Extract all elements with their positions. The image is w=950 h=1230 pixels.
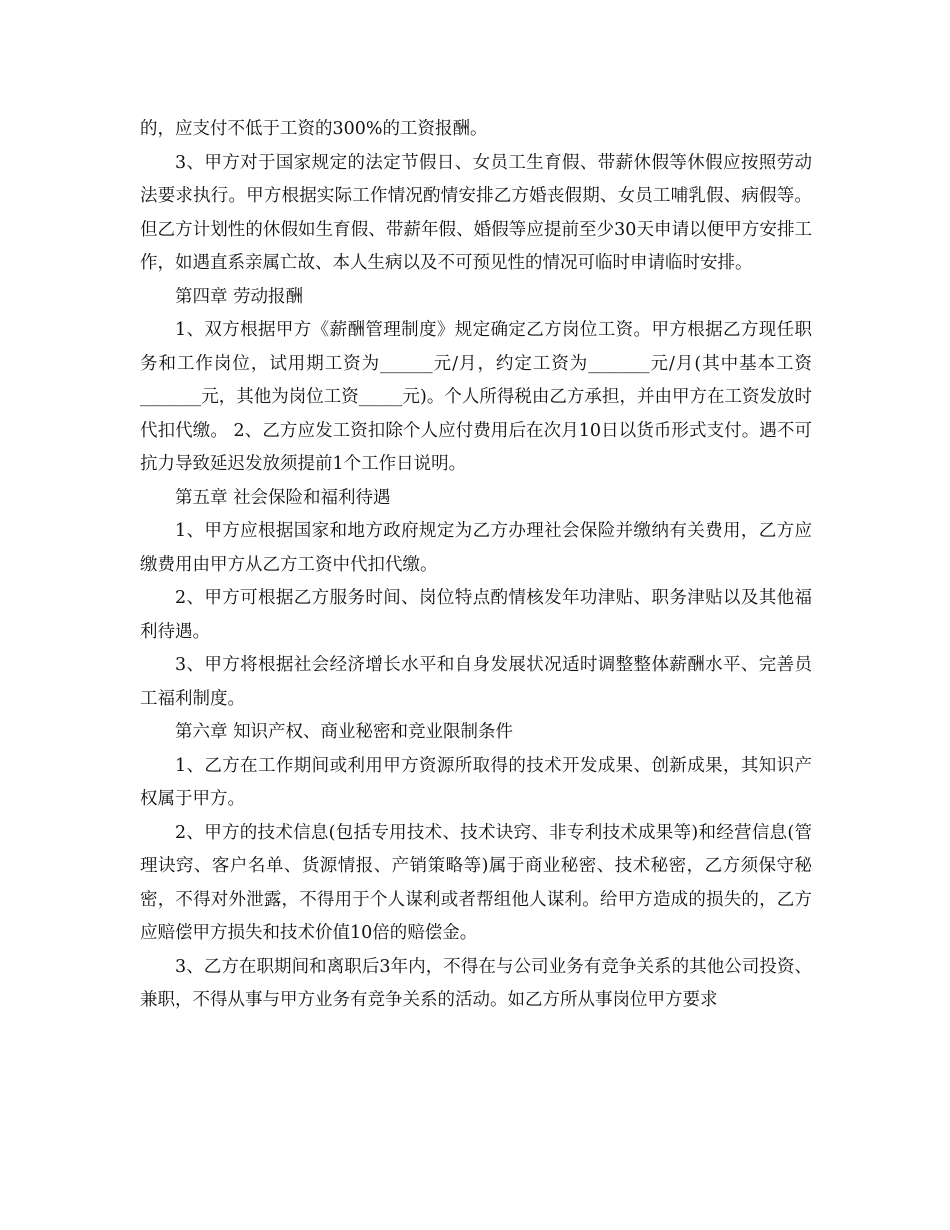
paragraph: 1、乙方在工作期间或利用甲方资源所取得的技术开发成果、创新成果，其知识产权属于甲方。 [140, 755, 812, 809]
paragraph: 3、甲方将根据社会经济增长水平和自身发展状况适时调整整体薪酬水平、完善员工福利制度。 [140, 655, 812, 709]
paragraph: 2、甲方的技术信息(包括专用技术、技术诀窍、非专利技术成果等)和经营信息(管理诀窍、客户名单、货源情报、产销策略等)属于商业秘密、技术秘密，乙方须保守秘密，不得对外泄露，不得用于个人谋利或者帮组他人谋利。给甲方造成的损失的，乙方应赔偿甲方损失和技术价值10倍的赔偿金。 [140, 822, 812, 943]
document-body [140, 113, 812, 1018]
paragraph: 的，应支付不低于工资的300%的工资报酬。 [140, 119, 488, 139]
paragraph: 1、甲方应根据国家和地方政府规定为乙方办理社会保险并缴纳有关费用，乙方应缴费用由甲方从乙方工资中代扣代缴。 [140, 521, 812, 575]
paragraph: 2、甲方可根据乙方服务时间、岗位特点酌情核发年功津贴、职务津贴以及其他福利待遇。 [140, 588, 812, 642]
chapter-heading: 第五章 社会保险和福利待遇 [175, 487, 391, 508]
paragraph: 1、双方根据甲方《薪酬管理制度》规定确定乙方岗位工资。甲方根据乙方现任职务和工作岗位，试用期工资为______元/月，约定工资为_______元/月(其中基本工资_______元，其他为岗位工资_____元)。个人所得税由乙方承担，并由甲方在工资发放时代扣代缴。 2、乙方应发工资扣除个人应付费用后在次月10日以货币形式支付。遇不可抗力导致延迟发放须提前1个工作日说明。 [140, 320, 812, 474]
paragraph: 3、乙方在职期间和离职后3年内，不得在与公司业务有竞争关系的其他公司投资、兼职，不得从事与甲方业务有竞争关系的活动。如乙方所从事岗位甲方要求 [140, 956, 812, 1010]
chapter-heading: 第四章 劳动报酬 [175, 286, 304, 307]
chapter-heading: 第六章 知识产权、商业秘密和竞业限制条件 [175, 722, 514, 742]
paragraph: 3、甲方对于国家规定的法定节假日、女员工生育假、带薪休假等休假应按照劳动法要求执行。甲方根据实际工作情况酌情安排乙方婚丧假期、女员工哺乳假、病假等。但乙方计划性的休假如生育假、带薪年假、婚假等应提前至少30天申请以便甲方安排工作，如遇直系亲属亡故、本人生病以及不可预见性的情况可临时申请临时安排。 [140, 152, 812, 273]
